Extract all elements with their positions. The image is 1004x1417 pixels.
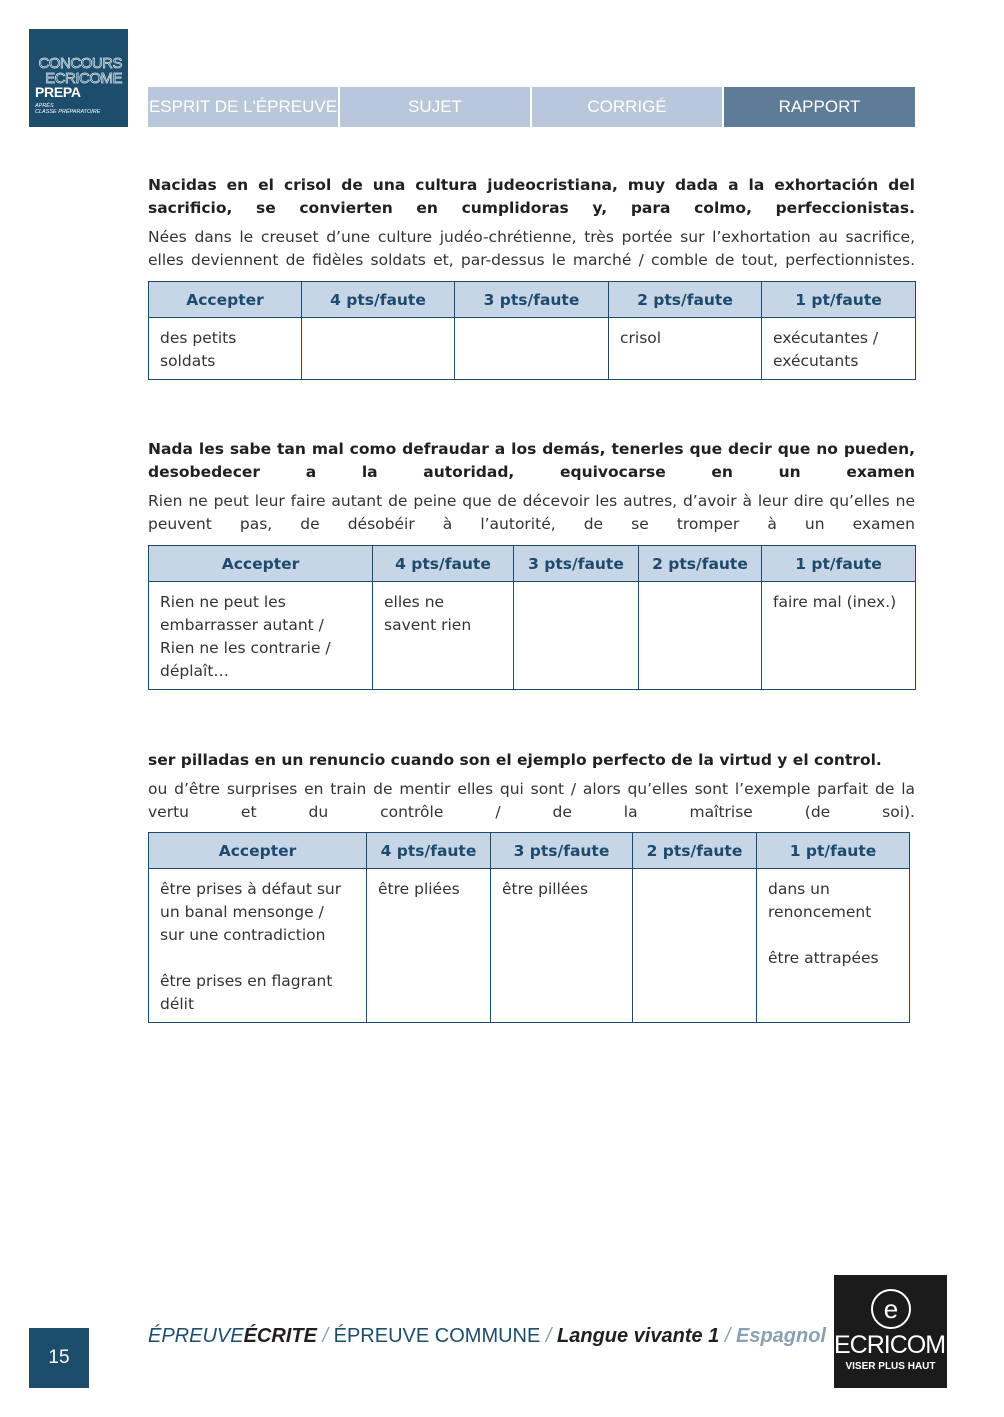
header-accepter: Accepter — [149, 833, 367, 869]
header-2pts: 2 pts/faute — [633, 833, 757, 869]
cell-1pt: dans un renoncement être attrapées — [757, 869, 910, 1023]
table-header-row — [149, 833, 910, 869]
spanish-sentence: Nacidas en el crisol de una cultura judeocristiana, muy dada a la exhortación del sacrificio, se convierten en cumplidoras y, para colmo, perfeccionistas. — [148, 176, 915, 217]
cell-4pts — [302, 318, 455, 380]
cell-3pts — [455, 318, 609, 380]
footer-separator: / — [724, 1325, 731, 1347]
grading-table — [148, 832, 910, 1023]
header-3pts: 3 pts/faute — [491, 833, 633, 869]
ecricome-brand-logo — [834, 1275, 961, 1388]
table-row — [149, 582, 916, 690]
header-3pts: 3 pts/faute — [455, 282, 609, 318]
cell-4pts: elles ne savent rien — [373, 582, 514, 690]
header-4pts: 4 pts/faute — [367, 833, 491, 869]
header-3pts: 3 pts/faute — [514, 546, 639, 582]
header-accepter: Accepter — [149, 282, 302, 318]
concours-ecricome-logo — [29, 29, 128, 127]
header-4pts: 4 pts/faute — [373, 546, 514, 582]
spanish-sentence: Nada les sabe tan mal como defraudar a los demás, tenerles que decir que no pueden, desobedecer a la autoridad, equivocarse en un examen — [148, 440, 915, 481]
brand-tagline: VISER PLUS HAUT — [845, 1361, 936, 1372]
header-1pt: 1 pt/faute — [757, 833, 910, 869]
tab-corrige[interactable] — [532, 87, 722, 127]
footer-commune: COMMUNE — [434, 1325, 541, 1347]
cell-accepter: être prises à défaut sur un banal mensonge / sur une contradiction être prises en flagrant délit — [149, 869, 367, 1023]
brand-name: ECRICOME — [834, 1331, 961, 1359]
table-row — [149, 869, 910, 1023]
french-translation: Nées dans le creuset d’une culture judéo-chrétienne, très portée sur l’exhortation au sacrifice, elles deviennent de fidèles soldats et, par-dessus le marché / comble de tout, perfectionnistes. — [148, 228, 915, 269]
header-4pts: 4 pts/faute — [302, 282, 455, 318]
tab-esprit-epreuve[interactable] — [148, 87, 338, 127]
cell-3pts: être pillées — [491, 869, 633, 1023]
header-2pts: 2 pts/faute — [639, 546, 762, 582]
logo-line-concours: CONCOURS — [38, 55, 122, 72]
tab-label: CORRIGÉ — [587, 97, 667, 116]
cell-4pts: être pliées — [367, 869, 491, 1023]
footer-separator: / — [322, 1325, 329, 1347]
cell-1pt: faire mal (inex.) — [762, 582, 916, 690]
cell-1pt: exécutantes / exécutants — [762, 318, 916, 380]
table-header-row — [149, 282, 916, 318]
cell-2pts — [633, 869, 757, 1023]
tab-label: SUJET — [408, 97, 462, 116]
cell-2pts: crisol — [609, 318, 762, 380]
ecricome-e-icon: e — [871, 1289, 911, 1329]
tab-label: RAPPORT — [778, 97, 861, 116]
grading-table — [148, 281, 916, 380]
page-number: 15 — [29, 1328, 89, 1388]
tab-sujet[interactable] — [340, 87, 530, 127]
footer-ecrite: ÉCRITE — [243, 1325, 317, 1347]
logo-line-classe: CLASSE PRÉPARATOIRE — [35, 109, 101, 115]
header-1pt: 1 pt/faute — [762, 546, 916, 582]
logo-line-apres: APRÈS — [35, 103, 54, 109]
table-row — [149, 318, 916, 380]
table-header-row — [149, 546, 916, 582]
logo-line-prepa: PREPA — [35, 84, 81, 100]
tab-rapport[interactable] — [724, 87, 915, 127]
footer-epreuve-2: ÉPREUVE — [333, 1325, 430, 1347]
french-translation: Rien ne peut leur faire autant de peine que de décevoir les autres, d’avoir à leur dire qu’elles ne peuvent pas, de désobéir à l’autorité, de se tromper à un examen — [148, 492, 915, 533]
cell-accepter: Rien ne peut les embarrasser autant / Rien ne les contrarie / déplaît… — [149, 582, 373, 690]
cell-3pts — [514, 582, 639, 690]
logo-line-ecricome: ECRICOME — [45, 70, 122, 87]
header-2pts: 2 pts/faute — [609, 282, 762, 318]
footer-espagnol: Espagnol — [735, 1325, 826, 1347]
french-translation: ou d’être surprises en train de mentir elles qui sont / alors qu’elles sont l’exemple parfait de la vertu et du contrôle / de la maîtrise (de soi). — [148, 780, 915, 821]
cell-2pts — [639, 582, 762, 690]
grading-table — [148, 545, 916, 690]
header-1pt: 1 pt/faute — [762, 282, 916, 318]
spanish-sentence: ser pilladas en un renuncio cuando son el ejemplo perfecto de la virtud y el control. — [148, 751, 882, 769]
header-accepter: Accepter — [149, 546, 373, 582]
cell-accepter: des petits soldats — [149, 318, 302, 380]
footer-title — [148, 1325, 826, 1348]
footer-langue: Langue vivante 1 — [557, 1325, 720, 1347]
footer-epreuve: ÉPREUVE — [148, 1325, 244, 1347]
footer-separator: / — [545, 1325, 552, 1347]
tab-label: ESPRIT DE L'ÉPREUVE — [148, 97, 338, 116]
